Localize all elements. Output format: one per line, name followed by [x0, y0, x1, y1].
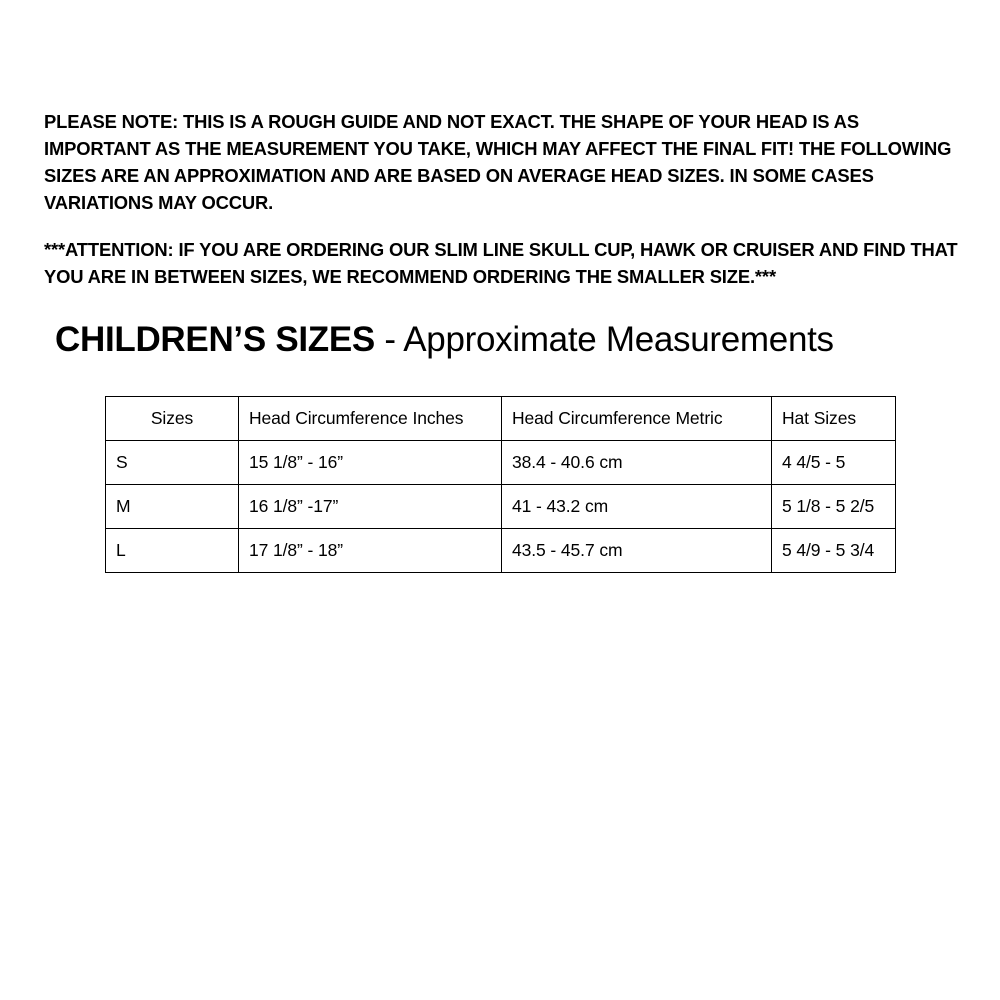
cell-size: M: [106, 485, 239, 529]
size-table-container: [105, 396, 895, 573]
cell-metric: 41 - 43.2 cm: [502, 485, 772, 529]
cell-size: L: [106, 529, 239, 573]
table-header-sizes: Sizes: [106, 397, 239, 441]
size-table: [105, 396, 896, 573]
cell-hat-size: 4 4/5 - 5: [772, 441, 896, 485]
notes-block: [44, 108, 958, 290]
cell-inches: 16 1/8” -17”: [239, 485, 502, 529]
table-header-metric: Head Circumference Metric: [502, 397, 772, 441]
cell-hat-size: 5 4/9 - 5 3/4: [772, 529, 896, 573]
cell-hat-size: 5 1/8 - 5 2/5: [772, 485, 896, 529]
note-paragraph-general: PLEASE NOTE: THIS IS A ROUGH GUIDE AND NOT EXACT. THE SHAPE OF YOUR HEAD IS AS IMPORTANT AS THE MEASUREMENT YOU TAKE, WHICH MAY AFFECT THE FINAL FIT! THE FOLLOWING SIZES ARE AN APPROXIMATION AND ARE BASED ON AVERAGE HEAD SIZES. IN SOME CASES VARIATIONS MAY OCCUR.: [44, 111, 952, 213]
page-title: [55, 318, 834, 362]
table-row: [106, 441, 896, 485]
page-title-rest: - Approximate Measurements: [374, 320, 834, 359]
cell-metric: 38.4 - 40.6 cm: [502, 441, 772, 485]
table-header-inches: Head Circumference Inches: [239, 397, 502, 441]
table-row: [106, 485, 896, 529]
table-row: [106, 529, 896, 573]
table-header-hat-sizes: Hat Sizes: [772, 397, 896, 441]
cell-metric: 43.5 - 45.7 cm: [502, 529, 772, 573]
cell-inches: 17 1/8” - 18”: [239, 529, 502, 573]
cell-size: S: [106, 441, 239, 485]
table-header-row: [106, 397, 896, 441]
cell-inches: 15 1/8” - 16”: [239, 441, 502, 485]
page-title-strong: CHILDREN’S SIZES: [55, 320, 375, 359]
note-paragraph-attention: ***ATTENTION: IF YOU ARE ORDERING OUR SLIM LINE SKULL CUP, HAWK OR CRUISER AND FIND THAT YOU ARE IN BETWEEN SIZES, WE RECOMMEND ORDERING THE SMALLER SIZE.***: [44, 239, 958, 287]
